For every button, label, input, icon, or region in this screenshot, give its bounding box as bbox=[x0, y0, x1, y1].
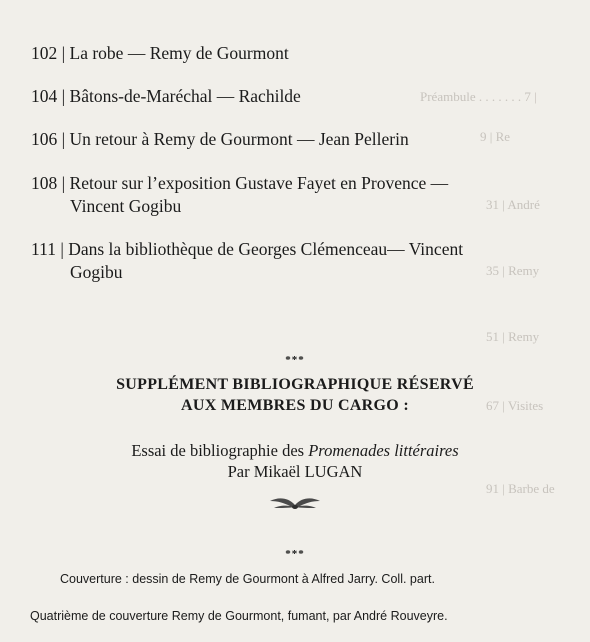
bleed-through-text: Préambule . . . . . . . 7 | bbox=[420, 89, 537, 104]
toc-title-continuation: Vincent Gogibu bbox=[70, 196, 182, 216]
back-cover-credit: Quatrième de couverture Remy de Gourmont, fumant, par André Rouveyre. bbox=[30, 609, 448, 623]
toc-title: Retour sur l’exposition Gustave Fayet en Provence — bbox=[69, 173, 449, 193]
toc-page-number: 104 bbox=[31, 86, 58, 106]
toc-page-number: 111 bbox=[31, 239, 56, 259]
bleed-through-text: 91 | Barbe de bbox=[486, 481, 555, 496]
bleed-through-text: 35 | Remy bbox=[486, 263, 540, 278]
toc-title: Dans la bibliothèque de Georges Clémenceau— Vincent bbox=[68, 239, 464, 259]
bleed-through-text: 67 | Visites bbox=[486, 398, 544, 413]
toc-page-number: 102 bbox=[31, 43, 58, 63]
toc-title-continuation: Gogibu bbox=[70, 262, 123, 282]
toc-entry: 102 | La robe — Remy de Gourmont bbox=[31, 43, 289, 63]
toc-entry: 111 | Dans la bibliothèque de Georges Clémenceau— Vincent Gogibu bbox=[31, 238, 561, 284]
cover-credit: Couverture : dessin de Remy de Gourmont à Alfred Jarry. Coll. part. bbox=[60, 572, 435, 586]
essay-prefix: Essai de bibliographie des bbox=[131, 441, 309, 460]
supplement-heading bbox=[0, 374, 590, 416]
toc-entry: 104 | Bâtons-de-Maréchal — Rachilde bbox=[31, 86, 301, 106]
toc-entry: 108 | Retour sur l’exposition Gustave Fayet en Provence — Vincent Gogibu bbox=[31, 172, 561, 218]
toc-title: La robe — Remy de Gourmont bbox=[69, 43, 289, 63]
bleed-through-text: 9 | Re bbox=[480, 129, 511, 144]
essay-work-title: Promenades littéraires bbox=[308, 441, 459, 460]
toc-page-number: 106 bbox=[31, 129, 58, 149]
supplement-heading-line: SUPPLÉMENT BIBLIOGRAPHIQUE RÉSERVÉ bbox=[116, 376, 474, 393]
bleed-through-text: 51 | Remy bbox=[486, 329, 540, 344]
section-separator: *** bbox=[285, 548, 305, 560]
supplement-heading-line: AUX MEMBRES DU CARGO : bbox=[181, 397, 409, 414]
wing-ornament-icon bbox=[268, 493, 322, 513]
essay-author: Par Mikaël LUGAN bbox=[227, 462, 363, 481]
toc-page-number: 108 bbox=[31, 173, 58, 193]
essay-title-line bbox=[0, 440, 590, 461]
essay-block bbox=[0, 440, 590, 482]
section-separator: *** bbox=[285, 354, 305, 366]
bleed-through-text: 31 | André bbox=[486, 197, 540, 212]
toc-title: Un retour à Remy de Gourmont — Jean Pellerin bbox=[69, 129, 409, 149]
toc-entry: 106 | Un retour à Remy de Gourmont — Jean Pellerin bbox=[31, 129, 409, 149]
toc-title: Bâtons-de-Maréchal — Rachilde bbox=[69, 86, 301, 106]
